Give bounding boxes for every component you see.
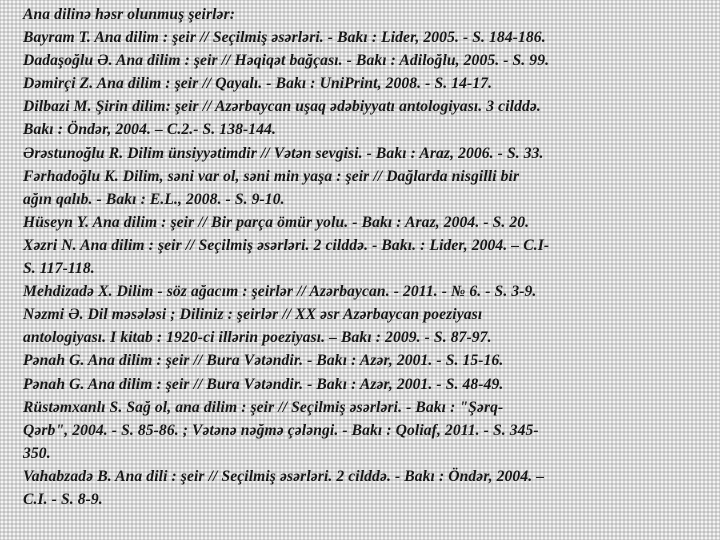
bibliography-line: Bayram T. Ana dilim : şeir // Seçilmiş əsərləri. - Bakı : Lider, 2005. - S. 184-186. [23, 29, 546, 47]
bibliography-line: Rüstəmxanlı S. Sağ ol, ana dilim : şeir // Seçilmiş əsərləri. - Bakı : "Şərq- [23, 398, 504, 416]
bibliography-line: Hüseyn Y. Ana dilim : şeir // Bir parça ömür yolu. - Bakı : Araz, 2004. - S. 20. [23, 213, 530, 231]
bibliography-line: Mehdizadə X. Dilim - söz ağacım : şeirlər // Azərbaycan. - 2011. - № 6. - S. 3-9. [23, 283, 537, 301]
bibliography-line: Xəzri N. Ana dilim : şeir // Seçilmiş əsərləri. 2 cilddə. - Bakı. : Lider, 2004. – C.I- [23, 236, 550, 254]
bibliography-text [23, 3, 703, 511]
bibliography-line: Dilbazi M. Şirin dilim: şeir // Azərbaycan uşaq ədəbiyyatı antologiyası. 3 cilddə. [23, 98, 541, 116]
bibliography-line: Dadaşoğlu Ə. Ana dilim : şeir // Həqiqət bağçası. - Bakı : Adiloğlu, 2005. - S. 99. [23, 52, 550, 70]
bibliography-line: Fərhadoğlu K. Dilim, səni var ol, səni min yaşa : şeir // Dağlarda nisgilli bir [23, 167, 520, 185]
bibliography-line: Vahabzadə B. Ana dili : şeir // Seçilmiş əsərləri. 2 cilddə. - Bakı : Öndər, 2004. – [23, 467, 545, 485]
bibliography-line: antologiyası. I kitab : 1920-ci illərin poeziyası. – Bakı : 2009. - S. 87-97. [23, 329, 492, 347]
bibliography-line: Dəmirçi Z. Ana dilim : şeir // Qayalı. - Bakı : UniPrint, 2008. - S. 14-17. [23, 75, 493, 93]
bibliography-line: S. 117-118. [23, 260, 95, 278]
bibliography-line: Ərəstunoğlu R. Dilim ünsiyyətimdir // Vətən sevgisi. - Bakı : Araz, 2006. - S. 33. [23, 144, 544, 162]
bibliography-line: C.I. - S. 8-9. [23, 490, 103, 508]
bibliography-line: ağın qalıb. - Bakı : E.L., 2008. - S. 9-10. [23, 190, 285, 208]
bibliography-line: Nəzmi Ə. Dil məsələsi ; Diliniz : şeirlər // XX əsr Azərbaycan poeziyası [23, 306, 483, 324]
bibliography-line: Bakı : Öndər, 2004. – C.2.- S. 138-144. [23, 121, 276, 139]
bibliography-line: Pənah G. Ana dilim : şeir // Bura Vətəndir. - Bakı : Azər, 2001. - S. 48-49. [23, 375, 504, 393]
page-heading: Ana dilinə həsr olunmuş şeirlər: [23, 6, 236, 23]
bibliography-line: Pənah G. Ana dilim : şeir // Bura Vətəndir. - Bakı : Azər, 2001. - S. 15-16. [23, 352, 504, 370]
bibliography-line: Qərb", 2004. - S. 85-86. ; Vətənə nəğmə çələngi. - Bakı : Qoliaf, 2011. - S. 345- [23, 421, 539, 439]
bibliography-line: 350. [23, 444, 51, 462]
